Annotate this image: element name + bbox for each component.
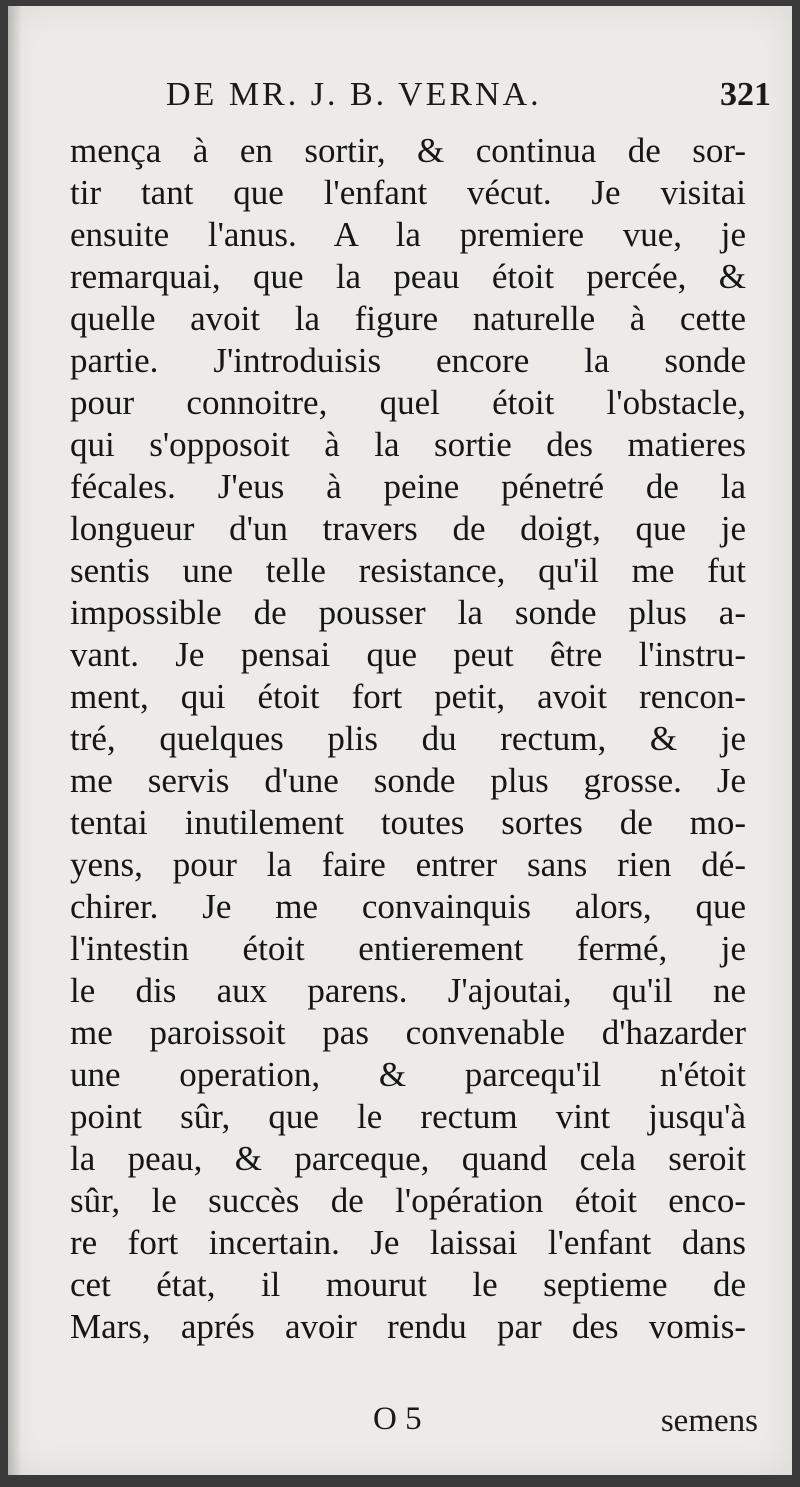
text-line: mença à en sortir, & continua de sor-	[70, 131, 746, 170]
text-line: yens, pour la faire entrer sans rien dé-	[70, 845, 746, 884]
text-line: me servis d'une sonde plus grosse. Je	[70, 761, 746, 800]
text-line: Mars, aprés avoir rendu par des vomis-	[70, 1307, 746, 1346]
page-number: 321	[720, 76, 771, 113]
body-text	[70, 130, 746, 1348]
book-page	[8, 6, 792, 1475]
running-head: DE MR. J. B. VERNA.	[166, 76, 542, 113]
text-line: partie. J'introduisis encore la sonde	[70, 341, 746, 380]
text-line: quelle avoit la figure naturelle à cette	[70, 299, 746, 338]
page-footer	[68, 1401, 758, 1447]
text-line: me paroissoit pas convenable d'hazarder	[70, 1013, 746, 1052]
signature-mark: O 5	[373, 1401, 422, 1437]
text-line: tré, quelques plis du rectum, & je	[70, 719, 746, 758]
text-line: sentis une telle resistance, qu'il me fut	[70, 551, 746, 590]
gutter-shadow	[8, 6, 22, 1475]
text-line: la peau, & parceque, quand cela seroit	[70, 1139, 746, 1178]
text-line: point sûr, que le rectum vint jusqu'à	[70, 1097, 746, 1136]
text-line: impossible de pousser la sonde plus a-	[70, 593, 746, 632]
text-line: ensuite l'anus. A la premiere vue, je	[70, 215, 746, 254]
text-line: le dis aux parens. J'ajoutai, qu'il ne	[70, 971, 746, 1010]
text-line: une operation, & parcequ'il n'étoit	[70, 1055, 746, 1094]
text-line: l'intestin étoit entierement fermé, je	[70, 929, 746, 968]
text-line: tir tant que l'enfant vécut. Je visitai	[70, 173, 746, 212]
text-line: re fort incertain. Je laissai l'enfant dans	[70, 1223, 746, 1262]
text-line: cet état, il mourut le septieme de	[70, 1265, 746, 1304]
text-line: ment, qui étoit fort petit, avoit rencon-	[70, 677, 746, 716]
text-line: vant. Je pensai que peut être l'instru-	[70, 635, 746, 674]
text-line: pour connoitre, quel étoit l'obstacle,	[70, 383, 746, 422]
text-line: remarquai, que la peau étoit percée, &	[70, 257, 746, 296]
text-line: longueur d'un travers de doigt, que je	[70, 509, 746, 548]
text-line: fécales. J'eus à peine pénetré de la	[70, 467, 746, 506]
page-header	[166, 76, 771, 120]
text-line: qui s'opposoit à la sortie des matieres	[70, 425, 746, 464]
text-line: chirer. Je me convainquis alors, que	[70, 887, 746, 926]
catchword: semens	[660, 1403, 758, 1439]
text-line: sûr, le succès de l'opération étoit enco-	[70, 1181, 746, 1220]
text-line: tentai inutilement toutes sortes de mo-	[70, 803, 746, 842]
